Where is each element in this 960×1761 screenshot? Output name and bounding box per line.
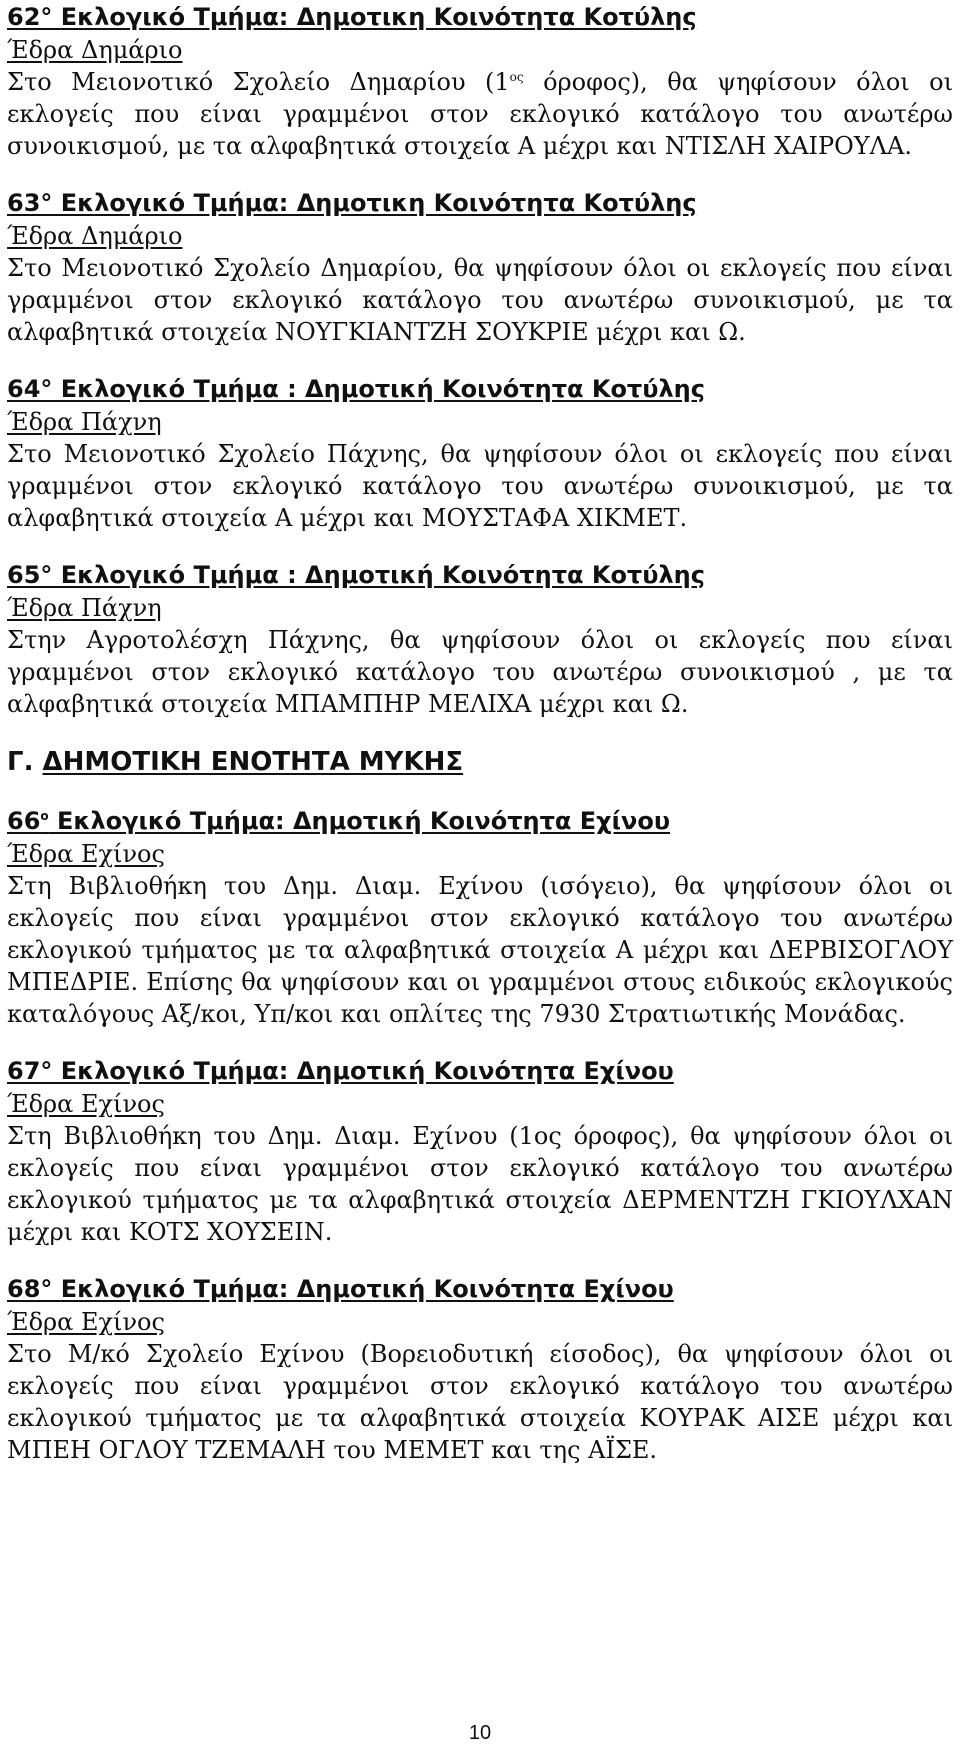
section-seat: Έδρα Δημάριο	[7, 36, 183, 64]
ordinal-superscript: ο	[40, 809, 49, 823]
section-text: Στη Βιβλιοθήκη του Δημ. Διαμ. Εχίνου (ισόγειο), θα ψηφίσουν όλοι οι εκλογείς που είναι γραμμένοι στον εκλογικό κατάλογο του ανωτέρω εκλογικού τμήματος με τα αλφαβητικά στοιχεία Α μέχρι και ΔΕΡΒΙΣΟΓΛΟΥ ΜΠΕΔΡΙΕ. Επίσης θα ψηφίσουν και οι γραμμένοι στους ειδικούς εκλογικούς καταλόγους Αξ/κοι, Υπ/κοι και οπλίτες της 7930 Στρατιωτικής Μονάδας.	[7, 872, 953, 1028]
section-65	[7, 558, 953, 720]
section-text-part: Στο Μειονοτικό Σχολείο Δημαρίου (1	[7, 68, 510, 96]
section-heading: 67° Εκλογικό Τμήμα: Δημοτική Κοινότητα Εχίνου	[7, 1057, 674, 1085]
section-62	[7, 0, 953, 162]
page-number: 10	[468, 1722, 492, 1744]
section-text: Στη Βιβλιοθήκη του Δημ. Διαμ. Εχίνου (1ος όροφος), θα ψηφίσουν όλοι οι εκλογείς που είναι γραμμένοι στον εκλογικό κατάλογο του ανωτέρω εκλογικού τμήματος με τα αλφαβητικά στοιχεία ΔΕΡΜΕΝΤΖΗ ΓΚΙΟΥΛΧΑΝ μέχρι και ΚΟΤΣ ΧΟΥΣΕΙΝ.	[7, 1122, 953, 1246]
section-63	[7, 186, 953, 348]
section-seat: Έδρα Εχίνος	[7, 840, 165, 868]
section-text: Στο Μειονοτικό Σχολείο Δημαρίου, θα ψηφίσουν όλοι οι εκλογείς που είναι γραμμένοι στον εκλογικό κατάλογο του ανωτέρω συνοικισμού, με τα αλφαβητικά στοιχεία ΝΟΥΓΚΙΑΝΤΖΗ ΣΟΥΚΡΙΕ μέχρι και Ω.	[7, 254, 953, 346]
section-66	[7, 804, 953, 1030]
heading-rest: Εκλογικό Τμήμα: Δημοτική Κοινότητα Εχίνου	[48, 807, 671, 835]
unit-title-prefix: Γ.	[7, 747, 43, 777]
section-text: Στο Μειονοτικό Σχολείο Πάχνης, θα ψηφίσουν όλοι οι εκλογείς που είναι γραμμένοι στον εκλογικό κατάλογο του ανωτέρω συνοικισμού, με τα αλφαβητικά στοιχεία Α μέχρι και ΜΟΥΣΤΑΦΑ ΧΙΚΜΕΤ.	[7, 440, 953, 532]
section-68	[7, 1272, 953, 1466]
document-content	[7, 0, 953, 1490]
section-heading: 64° Εκλογικό Τμήμα : Δημοτική Κοινότητα Κοτύλης	[7, 375, 705, 403]
section-seat: Έδρα Πάχνη	[7, 594, 162, 622]
section-64	[7, 372, 953, 534]
municipal-unit-title	[7, 744, 953, 780]
section-seat: Έδρα Εχίνος	[7, 1308, 165, 1336]
section-heading: 62° Εκλογικό Τμήμα: Δημοτικη Κοινότητα Κοτύλης	[7, 3, 697, 31]
section-67	[7, 1054, 953, 1248]
section-heading	[7, 804, 953, 838]
section-heading: 68° Εκλογικό Τμήμα: Δημοτική Κοινότητα Εχίνου	[7, 1275, 674, 1303]
section-text	[7, 66, 953, 162]
section-seat: Έδρα Πάχνη	[7, 408, 162, 436]
section-text: Στο Μ/κό Σχολείο Εχίνου (Βορειοδυτική είσοδος), θα ψηφίσουν όλοι οι εκλογείς που είναι γραμμένοι στον εκλογικό κατάλογο του ανωτέρω εκλογικού τμήματος με τα αλφαβητικά στοιχεία ΚΟΥΡΑΚ ΑΙΣΕ μέχρι και ΜΠΕΗ ΟΓΛΟΥ ΤΖΕΜΑΛΗ του ΜΕΜΕΤ και της ΑΪΣΕ.	[7, 1340, 953, 1464]
section-seat: Έδρα Δημάριο	[7, 222, 183, 250]
section-text-part: όροφος), θα ψηφίσουν όλοι οι εκλογείς που είναι γραμμένοι στον εκλογικό κατάλογο του ανωτέρω συνοικισμού, με τα αλφαβητικά στοιχεία Α μέχρι και ΝΤΙΣΛΗ ΧΑΙΡΟΥΛΑ.	[7, 68, 953, 160]
unit-title-name: ΔΗΜΟΤΙΚΗ ΕΝΟΤΗΤΑ ΜΥΚΗΣ	[42, 747, 464, 777]
ordinal-superscript: ος	[509, 70, 524, 84]
section-heading: 63° Εκλογικό Τμήμα: Δημοτικη Κοινότητα Κοτύλης	[7, 189, 697, 217]
section-seat: Έδρα Εχίνος	[7, 1090, 165, 1118]
heading-number: 66	[7, 807, 41, 835]
section-text: Στην Αγροτολέσχη Πάχνης, θα ψηφίσουν όλοι οι εκλογείς που είναι γραμμένοι στον εκλογικό κατάλογο του ανωτέρω συνοικισμού , με τα αλφαβητικά στοιχεία ΜΠΑΜΠΗΡ ΜΕΛΙΧΑ μέχρι και Ω.	[7, 626, 953, 718]
section-heading: 65° Εκλογικό Τμήμα : Δημοτική Κοινότητα Κοτύλης	[7, 561, 705, 589]
